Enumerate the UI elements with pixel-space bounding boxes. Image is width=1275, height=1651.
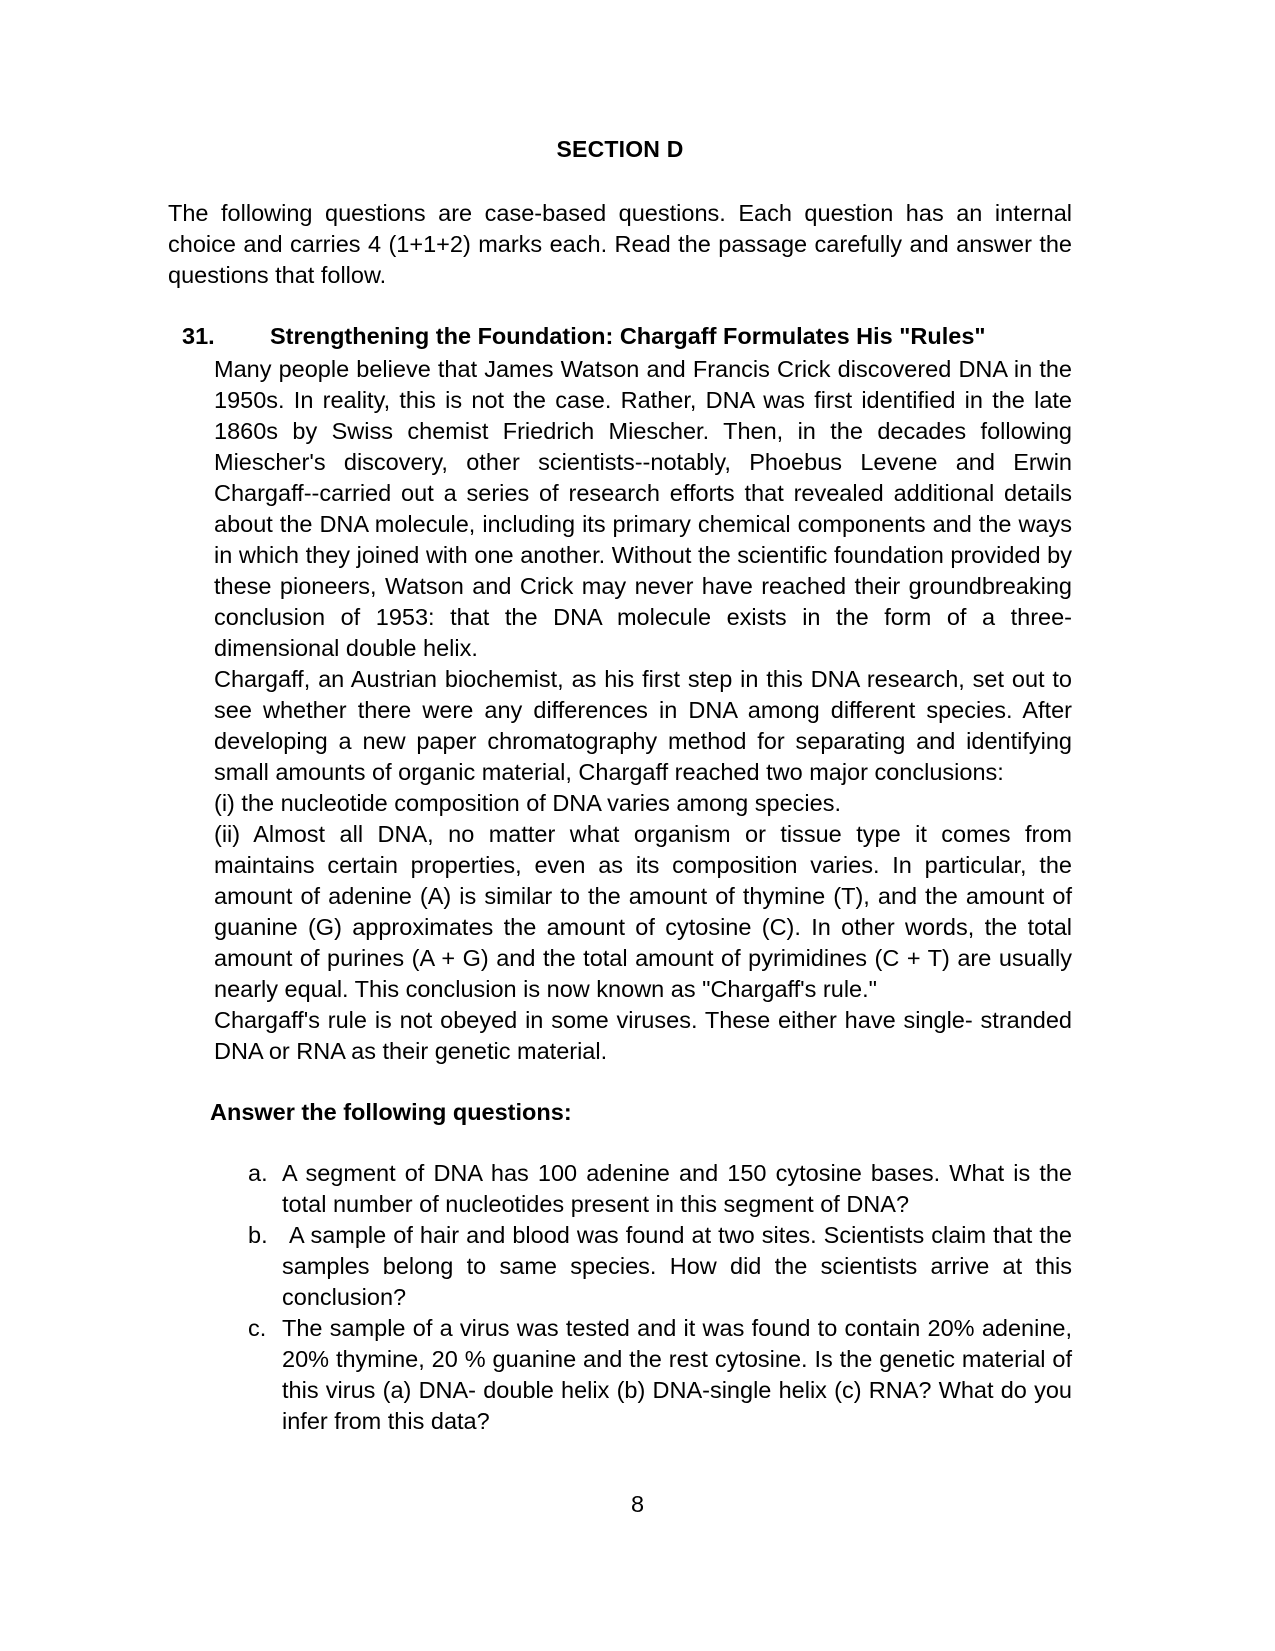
question-number: 31. <box>182 322 215 349</box>
sub-question-text: A sample of hair and blood was found at two sites. Scientists claim that the samples belong to same species. How did the scientists arrive at this conclusion? <box>282 1221 1079 1310</box>
passage-paragraph-3: Chargaff's rule is not obeyed in some viruses. These either have single- stranded DNA or RNA as their genetic material. <box>214 1006 1072 1064</box>
sub-question-marker: b. <box>248 1221 268 1248</box>
passage-conclusion-ii: (ii) Almost all DNA, no matter what organism or tissue type it comes from maintains certain properties, even as its composition varies. In particular, the amount of adenine (A) is similar to the amount of thymine (T), and the amount of guanine (G) approximates the amount of cytosine (C). In other words, the total amount of purines (A + G) and the total amount of pyrimidines (C + T) are usually nearly equal. This conclusion is now known as "Chargaff's rule." <box>214 820 1072 1002</box>
passage-conclusion-i: (i) the nucleotide composition of DNA varies among species. <box>214 789 841 816</box>
page-number: 8 <box>630 1491 645 1517</box>
sub-questions-list <box>168 1158 1079 1437</box>
question-31-body <box>168 354 1072 1067</box>
list-item <box>248 1313 1079 1437</box>
section-heading: SECTION D <box>556 136 684 162</box>
sub-question-text: A segment of DNA has 100 adenine and 150 cytosine bases. What is the total number of nucleotides present in this segment of DNA? <box>282 1159 1079 1217</box>
sub-question-marker: c. <box>248 1314 267 1341</box>
section-instructions: The following questions are case-based questions. Each question has an internal choice and carries 4 (1+1+2) marks each. Read the passage carefully and answer the questions that follow. <box>168 199 1072 288</box>
question-31-block <box>168 321 1079 1437</box>
passage-paragraph-2: Chargaff, an Austrian biochemist, as his first step in this DNA research, set out to see whether there were any differences in DNA among different species. After developing a new paper chromatography method for separating and identifying small amounts of organic material, Chargaff reached two major conclusions: <box>214 665 1072 785</box>
list-item <box>248 1158 1079 1220</box>
sub-question-text: The sample of a virus was tested and it was found to contain 20% adenine, 20% thymine, 20 % guanine and the rest cytosine. Is the genetic material of this virus (a) DNA- double helix (b) DNA-single helix (c) RNA? What do you infer from this data? <box>282 1314 1079 1434</box>
question-title: Strengthening the Foundation: Chargaff Formulates His "Rules" <box>270 322 986 349</box>
list-item <box>248 1220 1079 1313</box>
sub-question-marker: a. <box>248 1159 268 1186</box>
page-content <box>168 136 1079 1437</box>
question-31-heading <box>168 321 1072 352</box>
answer-questions-heading: Answer the following questions: <box>210 1098 572 1125</box>
passage-paragraph-1: Many people believe that James Watson and Francis Crick discovered DNA in the 1950s. In reality, this is not the case. Rather, DNA was first identified in the late 1860s by Swiss chemist Friedrich Miescher. Then, in the decades following Miescher's discovery, other scientists--notably, Phoebus Levene and Erwin Chargaff--carried out a series of research efforts that revealed additional details about the DNA molecule, including its primary chemical components and the ways in which they joined with one another. Without the scientific foundation provided by these pioneers, Watson and Crick may never have reached their groundbreaking conclusion of 1953: that the DNA molecule exists in the form of a three-dimensional double helix. <box>214 355 1072 661</box>
